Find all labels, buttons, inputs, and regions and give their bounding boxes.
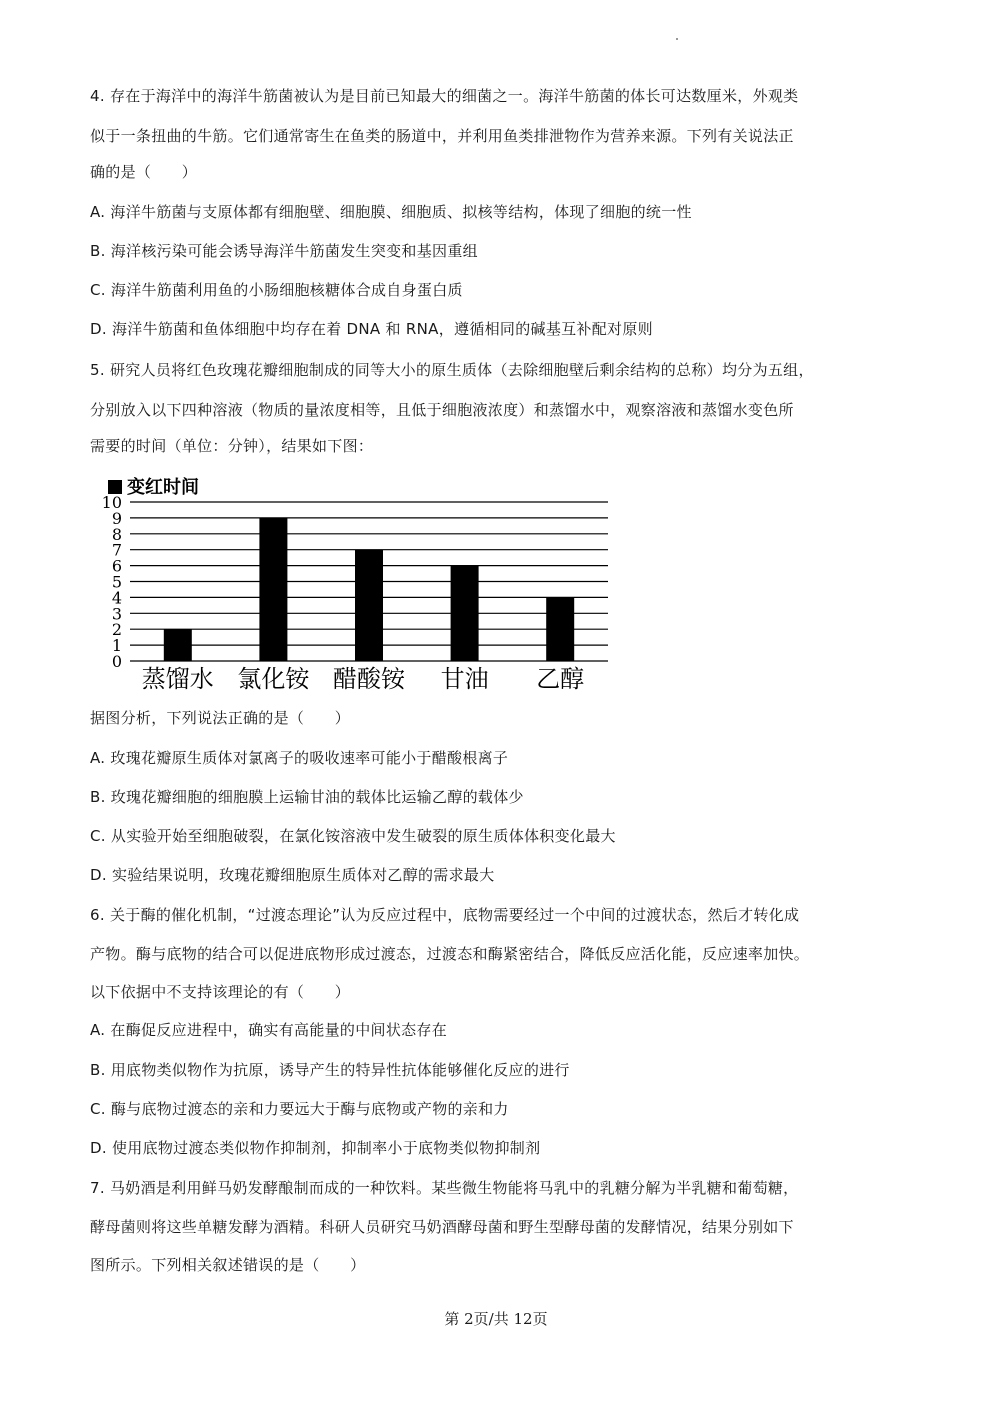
y-tick-label: 4 [111, 588, 122, 608]
x-category-label: 甘油 [440, 665, 489, 693]
q4-option-b: B. 海洋核污染可能会诱导海洋牛筋菌发生突变和基因重组 [90, 242, 478, 260]
y-tick-label: 3 [111, 604, 122, 624]
q5-option-b: B. 玫瑰花瓣细胞的细胞膜上运输甘油的载体比运输乙醇的载体少 [90, 788, 524, 806]
q4-option-c: C. 海洋牛筋菌利用鱼的小肠细胞核糖体合成自身蛋白质 [90, 281, 463, 299]
y-tick-label: 5 [111, 572, 122, 592]
q7-stem-line-1: 7. 马奶酒是利用鲜马奶发酵酿制而成的一种饮料。某些微生物能将马乳中的乳糖分解为半乳糖和葡萄糖， [90, 1179, 799, 1197]
q5-prompt: 据图分析，下列说法正确的是（ ） [90, 709, 351, 727]
q6-option-c: C. 酶与底物过渡态的亲和力要远大于酶与底物或产物的亲和力 [90, 1100, 509, 1118]
page-footer: 第 2页/共 12页 [444, 1310, 548, 1328]
q5-stem-line-1: 5. 研究人员将红色玫瑰花瓣细胞制成的同等大小的原生质体（去除细胞壁后剩余结构的总称）均分为五组， [90, 361, 814, 379]
bar [546, 597, 574, 661]
q5-option-c: C. 从实验开始至细胞破裂，在氯化铵溶液中发生破裂的原生质体体积变化最大 [90, 827, 616, 845]
x-category-label: 醋酸铵 [333, 665, 405, 693]
bar [164, 629, 192, 661]
q4-stem-line-2: 似于一条扭曲的牛筋。它们通常寄生在鱼类的肠道中，并利用鱼类排泄物作为营养来源。下列有关说法正 [90, 127, 794, 145]
q7-stem-line-3: 图所示。下列相关叙述错误的是（ ） [90, 1256, 366, 1274]
q6-option-d: D. 使用底物过渡态类似物作抑制剂，抑制率小于底物类似物抑制剂 [90, 1139, 541, 1157]
y-tick-label: 6 [111, 556, 122, 576]
scan-dot [676, 38, 678, 40]
q4-option-d: D. 海洋牛筋菌和鱼体细胞中均存在着 DNA 和 RNA，遵循相同的碱基互补配对原则 [90, 320, 653, 338]
q4-stem-line-1: 4. 存在于海洋中的海洋牛筋菌被认为是目前已知最大的细菌之一。海洋牛筋菌的体长可达数厘米，外观类 [90, 87, 799, 105]
q6-option-a: A. 在酶促反应进程中，确实有高能量的中间状态存在 [90, 1021, 448, 1039]
q6-stem-line-2: 产物。酶与底物的结合可以促进底物形成过渡态，过渡态和酶紧密结合，降低反应活化能，反应速率加快。 [90, 945, 810, 963]
legend-swatch [108, 480, 122, 494]
q6-stem-line-1: 6. 关于酶的催化机制，“过渡态理论”认为反应过程中，底物需要经过一个中间的过渡状态，然后才转化成 [90, 906, 800, 924]
q4-option-a: A. 海洋牛筋菌与支原体都有细胞壁、细胞膜、细胞质、拟核等结构，体现了细胞的统一性 [90, 203, 692, 221]
y-tick-label: 9 [111, 508, 122, 528]
bar-chart [100, 472, 620, 694]
q5-option-a: A. 玫瑰花瓣原生质体对氯离子的吸收速率可能小于醋酸根离子 [90, 749, 509, 767]
q6-stem-line-3: 以下依据中不支持该理论的有（ ） [90, 983, 351, 1001]
y-tick-label: 8 [111, 524, 122, 544]
bar [259, 518, 287, 661]
y-tick-label: 7 [111, 540, 122, 560]
q5-option-d: D. 实验结果说明，玫瑰花瓣细胞原生质体对乙醇的需求最大 [90, 866, 495, 884]
y-tick-label: 0 [111, 652, 122, 671]
legend-label: 变红时间 [127, 477, 199, 498]
y-tick-label: 1 [111, 636, 122, 656]
y-tick-label: 2 [111, 620, 122, 640]
y-tick-label: 10 [101, 493, 122, 512]
q4-stem-line-3: 确的是（ ） [90, 163, 198, 181]
x-category-label: 乙醇 [536, 665, 585, 693]
x-category-label: 氯化铵 [237, 665, 310, 693]
q7-stem-line-2: 酵母菌则将这些单糖发酵为酒精。科研人员研究马奶酒酵母菌和野生型酵母菌的发酵情况，结果分别如下 [90, 1218, 794, 1236]
q5-stem-line-3: 需要的时间（单位：分钟），结果如下图： [90, 437, 374, 455]
q5-stem-line-2: 分别放入以下四种溶液（物质的量浓度相等，且低于细胞液浓度）和蒸馏水中，观察溶液和蒸馏水变色所 [90, 401, 794, 419]
bar [451, 566, 479, 661]
bar [355, 550, 383, 661]
q6-option-b: B. 用底物类似物作为抗原，诱导产生的特异性抗体能够催化反应的进行 [90, 1061, 570, 1079]
x-category-label: 蒸馏水 [141, 665, 214, 693]
